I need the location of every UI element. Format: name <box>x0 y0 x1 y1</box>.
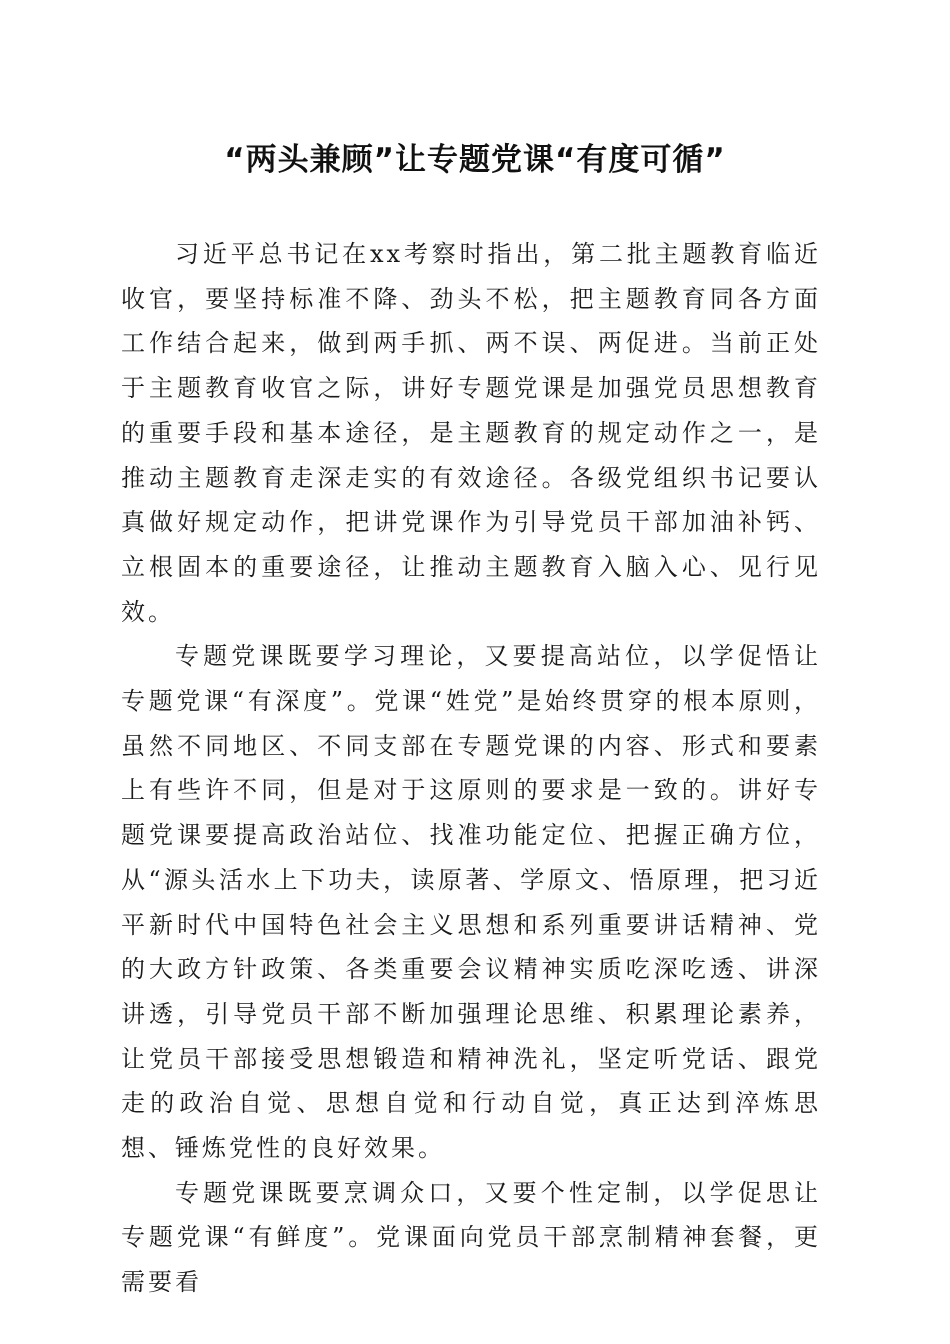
document-body <box>121 232 821 1305</box>
document-title: “两头兼顾”让专题党课“有度可循” <box>224 142 726 178</box>
paragraph-1: 习近平总书记在xx考察时指出，第二批主题教育临近收官，要坚持标准不降、劲头不松，把主题教育同各方面工作结合起来，做到两手抓、两不误、两促进。当前正处于主题教育收官之际，讲好专题党课是加强党员思想教育的重要手段和基本途径，是主题教育的规定动作之一，是推动主题教育走深走实的有效途径。各级党组织书记要认真做好规定动作，把讲党课作为引导党员干部加油补钙、立根固本的重要途径，让推动主题教育入脑入心、见行见效。 <box>121 240 821 626</box>
paragraph-3: 专题党课既要烹调众口，又要个性定制，以学促思让专题党课“有鲜度”。党课面向党员干部烹制精神套餐，更需要看 <box>121 1178 821 1297</box>
paragraph-2: 专题党课既要学习理论，又要提高站位，以学促悟让专题党课“有深度”。党课“姓党”是始终贯穿的根本原则，虽然不同地区、不同支部在专题党课的内容、形式和要素上有些许不同，但是对于这原则的要求是一致的。讲好专题党课要提高政治站位、找准功能定位、把握正确方位，从“源头活水上下功夫，读原著、学原文、悟原理，把习近平新时代中国特色社会主义思想和系列重要讲话精神、党的大政方针政策、各类重要会议精神实质吃深吃透、讲深讲透，引导党员干部不断加强理论思维、积累理论素养，让党员干部接受思想锻造和精神洗礼，坚定听党话、跟党走的政治自觉、思想自觉和行动自觉，真正达到淬炼思想、锤炼党性的良好效果。 <box>121 642 821 1163</box>
